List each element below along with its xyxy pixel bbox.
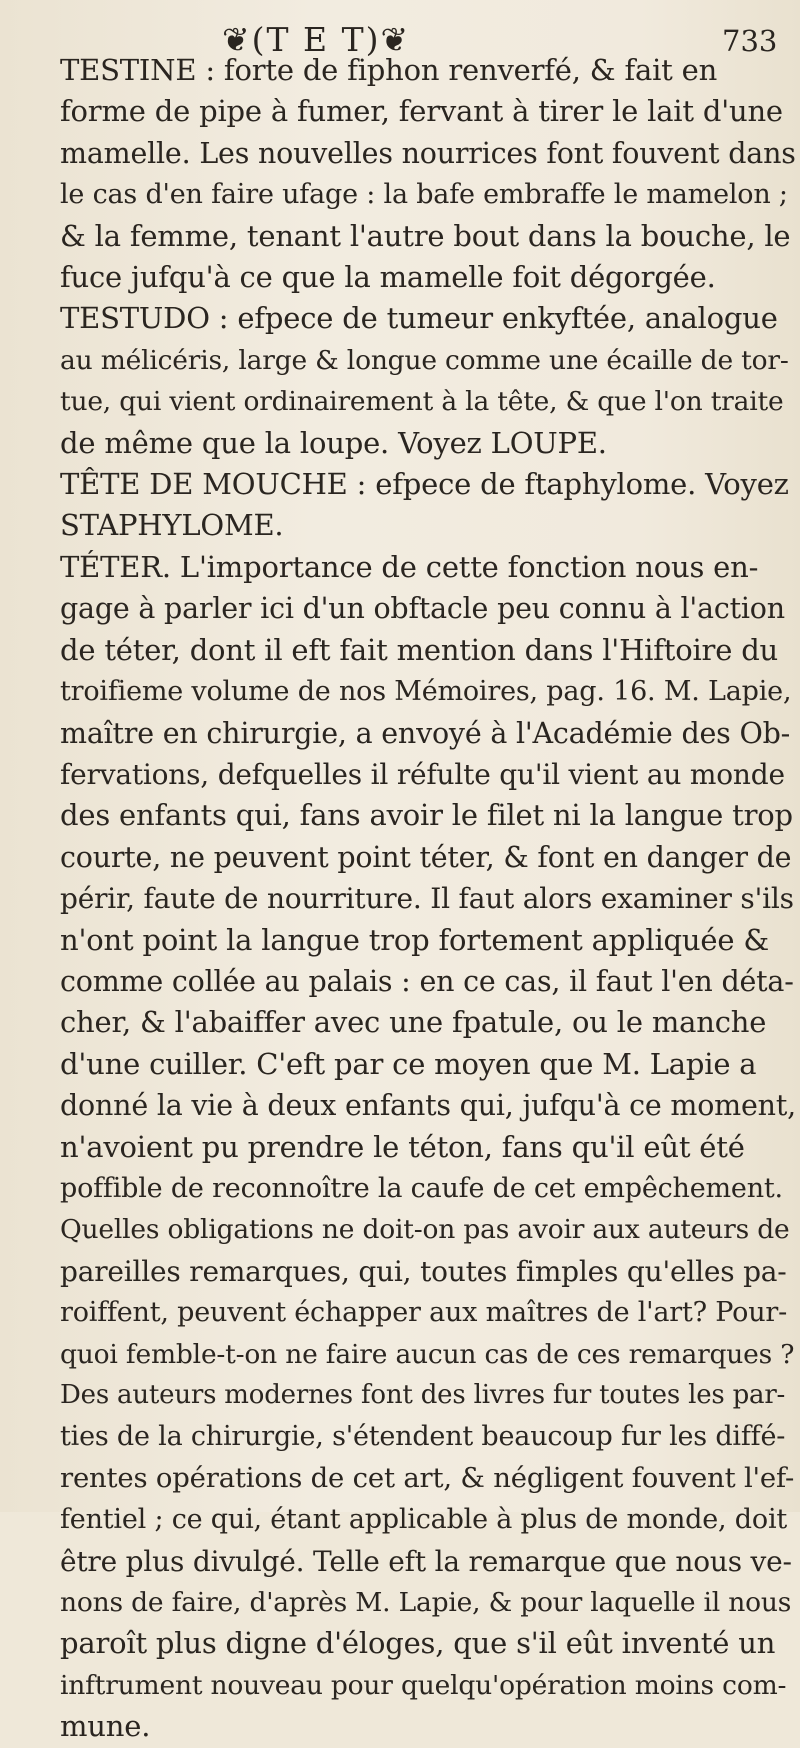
text-line: tue, qui vient ordinairement à la tête, & que l'on traite — [60, 386, 784, 418]
text-line: de téter, dont il eft fait mention dans l'Hiftoire du — [60, 632, 779, 667]
text-line: roiffent, peuvent échapper aux maîtres de l'art? Pour- — [60, 1297, 788, 1329]
text-line: mamelle. Les nouvelles nourrices font fouvent dans — [60, 136, 796, 170]
text-line: donné la vie à deux enfants qui, jufqu'à ce moment, — [60, 1089, 796, 1123]
text-line: Quelles obligations ne doit-on pas avoir aux auteurs de — [60, 1214, 790, 1246]
text-line: pareilles remarques, qui, toutes fimples qu'elles pa- — [60, 1254, 787, 1288]
text-line: gage à parler ici d'un obftacle peu connu à l'action — [60, 592, 785, 626]
text-line: TESTINE : forte de fiphon renverfé, & fait en — [60, 53, 718, 87]
entry-tete-de-mouche — [18, 464, 796, 547]
text-line: inftrument nouveau pour quelqu'opération moins com- — [60, 1669, 787, 1701]
text-line: des enfants qui, fans avoir le filet ni la langue trop — [60, 798, 793, 833]
text-line: nons de faire, d'après M. Lapie, & pour laquelle il nous — [60, 1587, 792, 1619]
text-line: paroît plus digne d'éloges, que s'il eût inventé un — [60, 1626, 776, 1661]
entry-testine — [18, 50, 796, 298]
entry-testudo — [18, 298, 796, 464]
text-line: fentiel ; ce qui, étant applicable à plus de monde, doit — [60, 1504, 788, 1536]
text-line: mune. — [60, 1709, 151, 1744]
text-line: d'une cuiller. C'eft par ce moyen que M. Lapie a — [60, 1046, 757, 1081]
text-line: maître en chirurgie, a envoyé à l'Académie des Ob- — [60, 716, 791, 750]
page-number: 733 — [722, 24, 778, 58]
text-line: poffible de reconnoître la caufe de cet empêchement. — [60, 1172, 783, 1204]
running-head: ❦(T E T)❦ — [222, 20, 411, 59]
text-line: fervations, defquelles il réfulte qu'il vient au monde — [60, 757, 785, 791]
text-line: courte, ne peuvent point téter, & font en danger de — [60, 840, 792, 874]
text-line: au mélicéris, large & longue comme une écaille de tor- — [60, 344, 789, 376]
text-line: TÊTE DE MOUCHE : efpece de ftaphylome. Voyez — [60, 467, 789, 502]
entry-teter — [18, 547, 796, 1748]
text-line: cher, & l'abaiffer avec une fpatule, ou le manche — [60, 1005, 767, 1040]
text-line: de même que la loupe. Voyez LOUPE. — [60, 425, 607, 460]
text-line: comme collée au palais : en ce cas, il faut l'en déta- — [60, 964, 794, 998]
text-line: troifieme volume de nos Mémoires, pag. 16. M. Lapie, — [60, 676, 792, 708]
text-line: périr, faute de nourriture. Il faut alors examiner s'ils — [60, 882, 794, 916]
text-line: n'ont point la langue trop fortement appliquée & — [60, 922, 769, 957]
text-line: STAPHYLOME. — [60, 508, 284, 543]
text-line: le cas d'en faire ufage : la bafe embraffe le mamelon ; — [60, 179, 788, 211]
text-line: fuce jufqu'à ce que la mamelle foit dégorgée. — [60, 260, 716, 295]
body-text — [18, 50, 796, 1748]
text-line: forme de pipe à fumer, fervant à tirer le lait d'une — [60, 94, 783, 129]
text-line: & la femme, tenant l'autre bout dans la bouche, le — [60, 218, 791, 253]
text-line: rentes opérations de cet art, & négligent fouvent l'ef- — [60, 1461, 795, 1494]
text-line: TESTUDO : efpece de tumeur enkyftée, analogue — [60, 301, 778, 336]
text-line: n'avoient pu prendre le téton, fans qu'il eût été — [60, 1129, 745, 1164]
text-line: quoi femble-t-on ne faire aucun cas de ces remarques ? — [60, 1338, 795, 1370]
text-line: TÉTER. L'importance de cette fonction nous en- — [60, 549, 759, 584]
text-line: Des auteurs modernes font des livres fur toutes les par- — [60, 1380, 786, 1410]
text-line: être plus divulgé. Telle eft la remarque que nous ve- — [60, 1544, 792, 1578]
text-line: ties de la chirurgie, s'étendent beaucoup fur les diffé- — [60, 1421, 786, 1453]
